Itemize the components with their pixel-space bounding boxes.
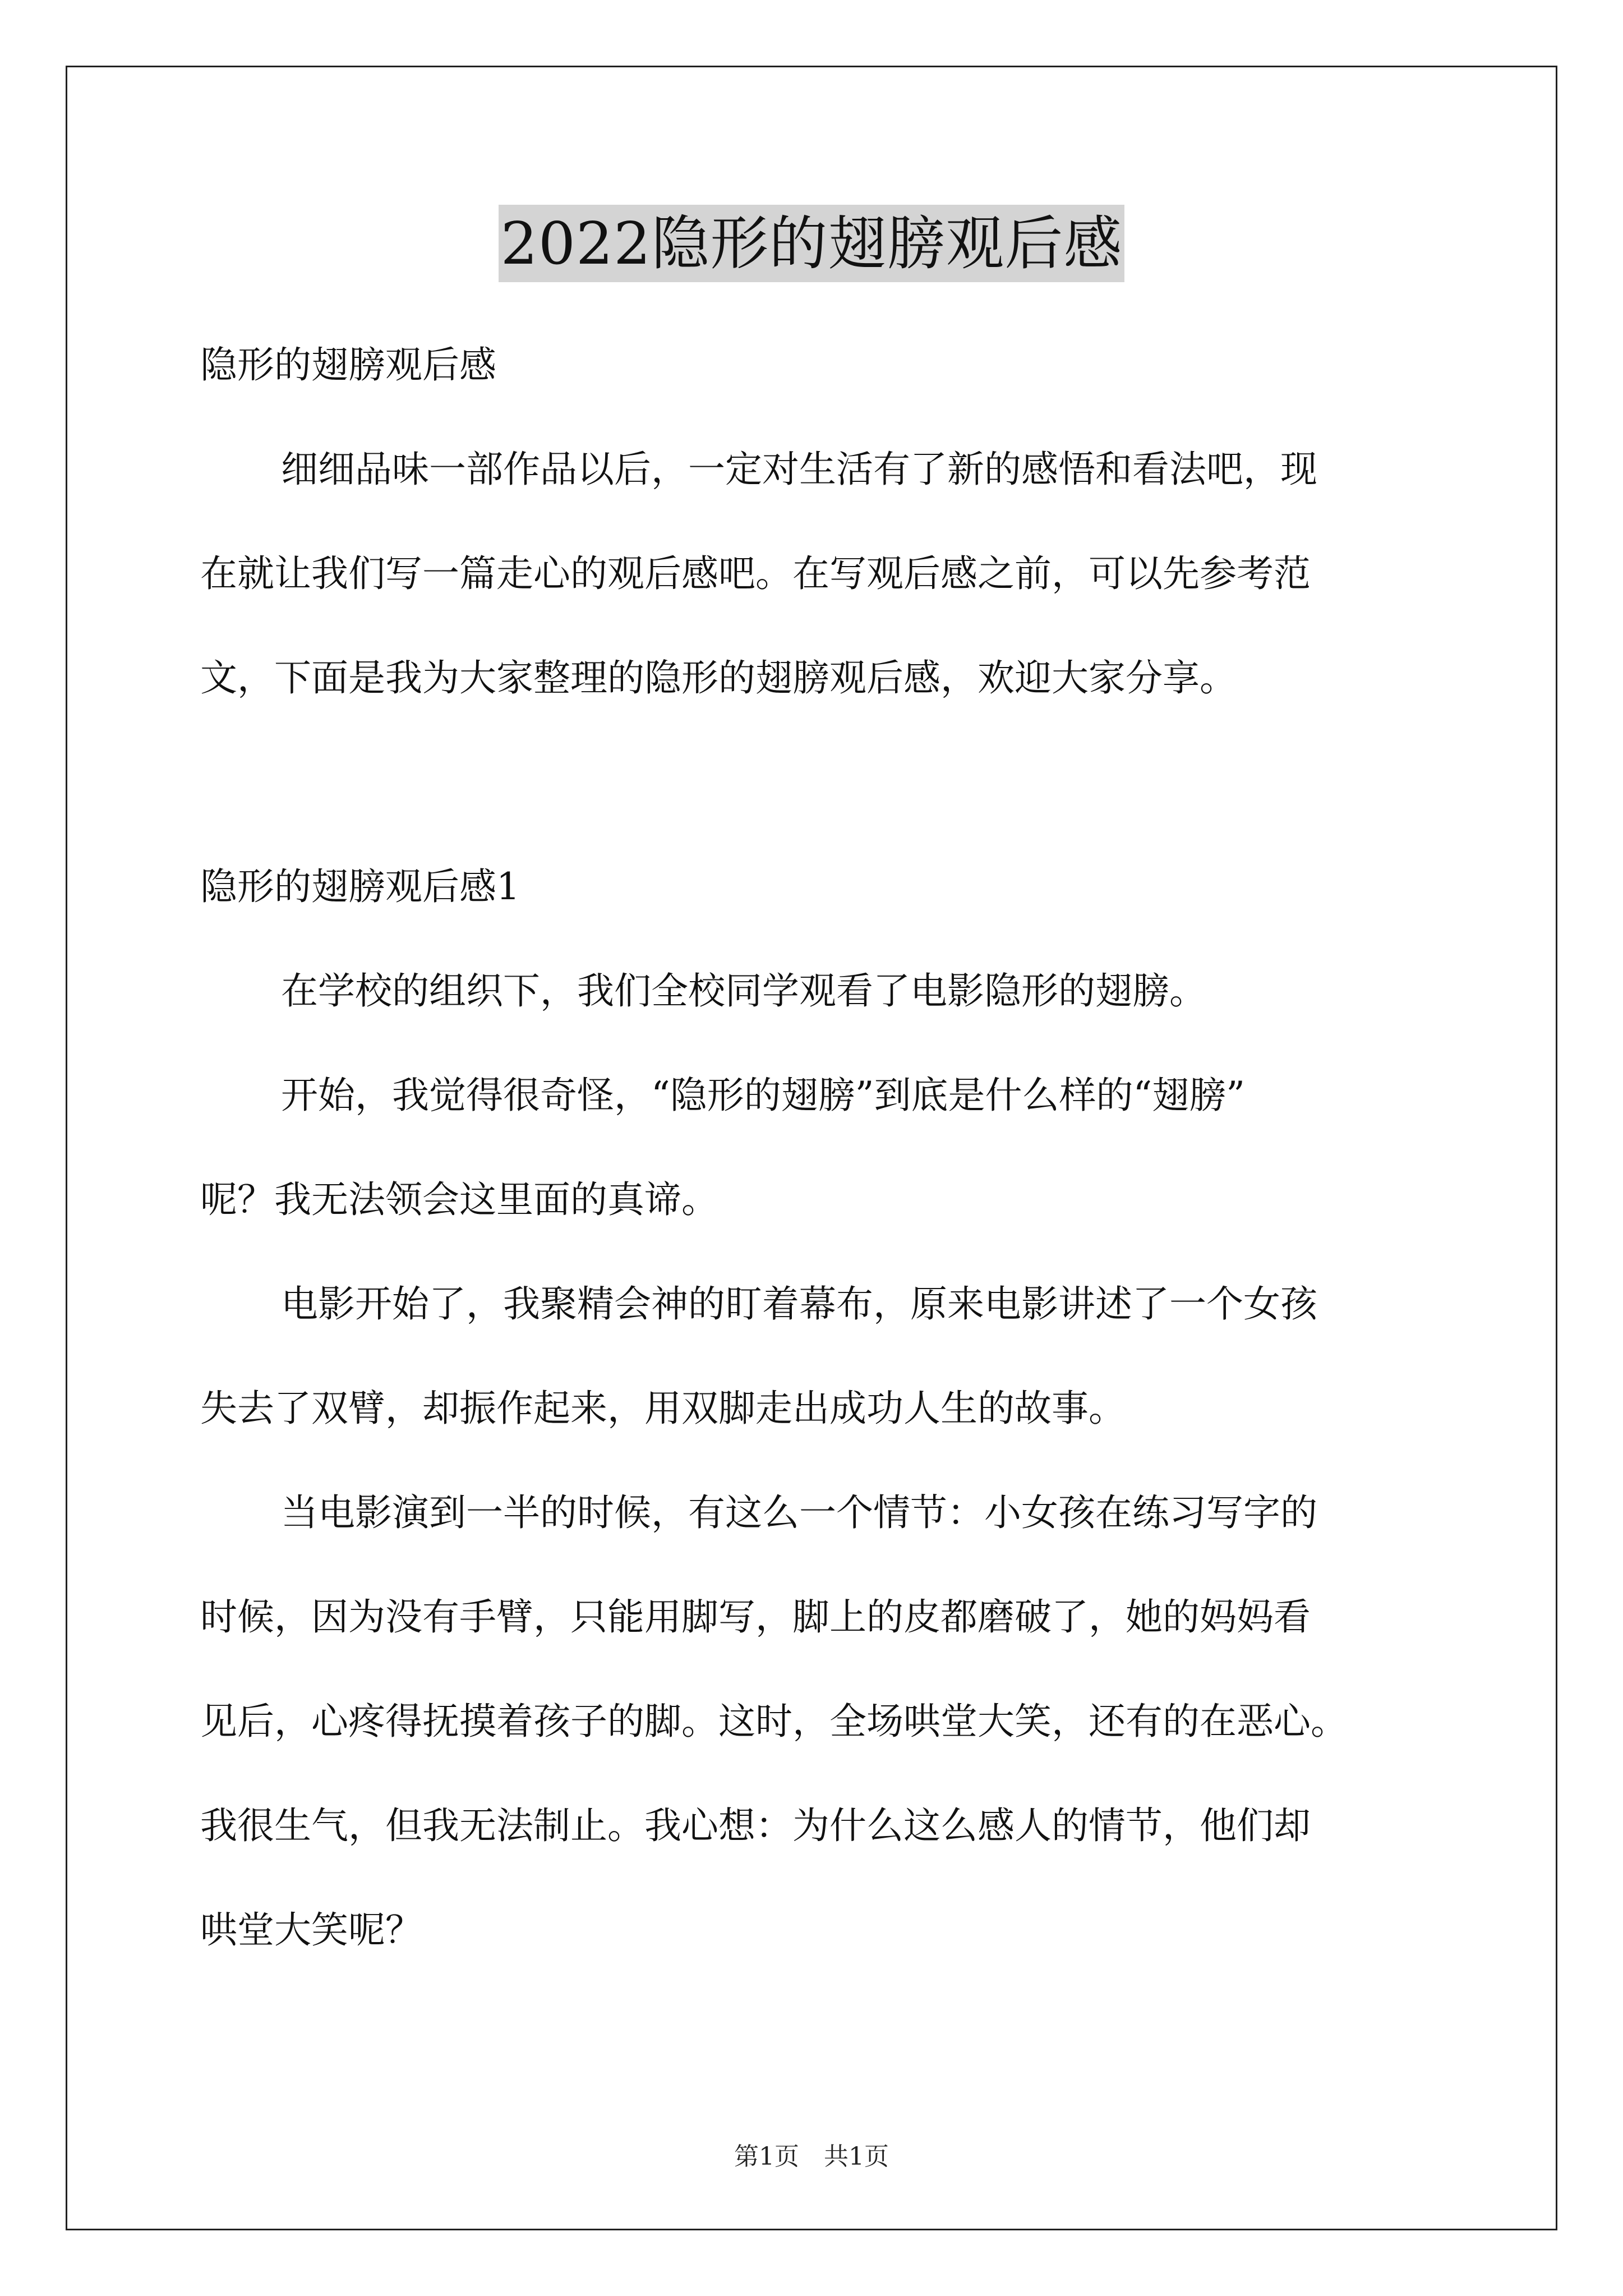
paragraph-line: 在就让我们写一篇走心的观后感吧。在写观后感之前，可以先参考范 <box>200 552 1311 595</box>
paragraph-line: 当电影演到一半的时候，有这么一个情节：小女孩在练习写字的 <box>281 1491 1317 1534</box>
page-footer: 第1页 共1页 <box>734 2142 889 2171</box>
paragraph-line: 我很生气，但我无法制止。我心想：为什么这么感人的情节，他们却 <box>200 1804 1311 1847</box>
paragraph-line: 细细品味一部作品以后，一定对生活有了新的感悟和看法吧，现 <box>281 448 1317 491</box>
paragraph-line: 电影开始了，我聚精会神的盯着幕布，原来电影讲述了一个女孩 <box>281 1282 1317 1326</box>
subheading: 隐形的翅膀观后感 <box>200 343 496 386</box>
paragraph-line: 开始，我觉得很奇怪，“隐形的翅膀”到底是什么样的“翅膀” <box>281 1074 1245 1117</box>
paragraph-line: 哄堂大笑呢？ <box>200 1908 422 1952</box>
paragraph-line: 失去了双臂，却振作起来，用双脚走出成功人生的故事。 <box>200 1387 1126 1430</box>
section-heading: 隐形的翅膀观后感1 <box>200 865 520 908</box>
document-body <box>200 313 1434 1982</box>
paragraph-line: 文，下面是我为大家整理的隐形的翅膀观后感，欢迎大家分享。 <box>200 656 1237 700</box>
paragraph-line: 见后，心疼得抚摸着孩子的脚。这时，全场哄堂大笑，还有的在恶心。 <box>200 1700 1348 1743</box>
paragraph-line: 时候，因为没有手臂，只能用脚写，脚上的皮都磨破了，她的妈妈看 <box>200 1595 1311 1639</box>
paragraph-line: 呢？我无法领会这里面的真谛。 <box>200 1178 718 1221</box>
title-wrap <box>0 205 1623 282</box>
paragraph-line: 在学校的组织下，我们全校同学观看了电影隐形的翅膀。 <box>281 969 1206 1013</box>
document-title: 2022隐形的翅膀观后感 <box>499 205 1125 282</box>
blank-line <box>200 730 1434 835</box>
